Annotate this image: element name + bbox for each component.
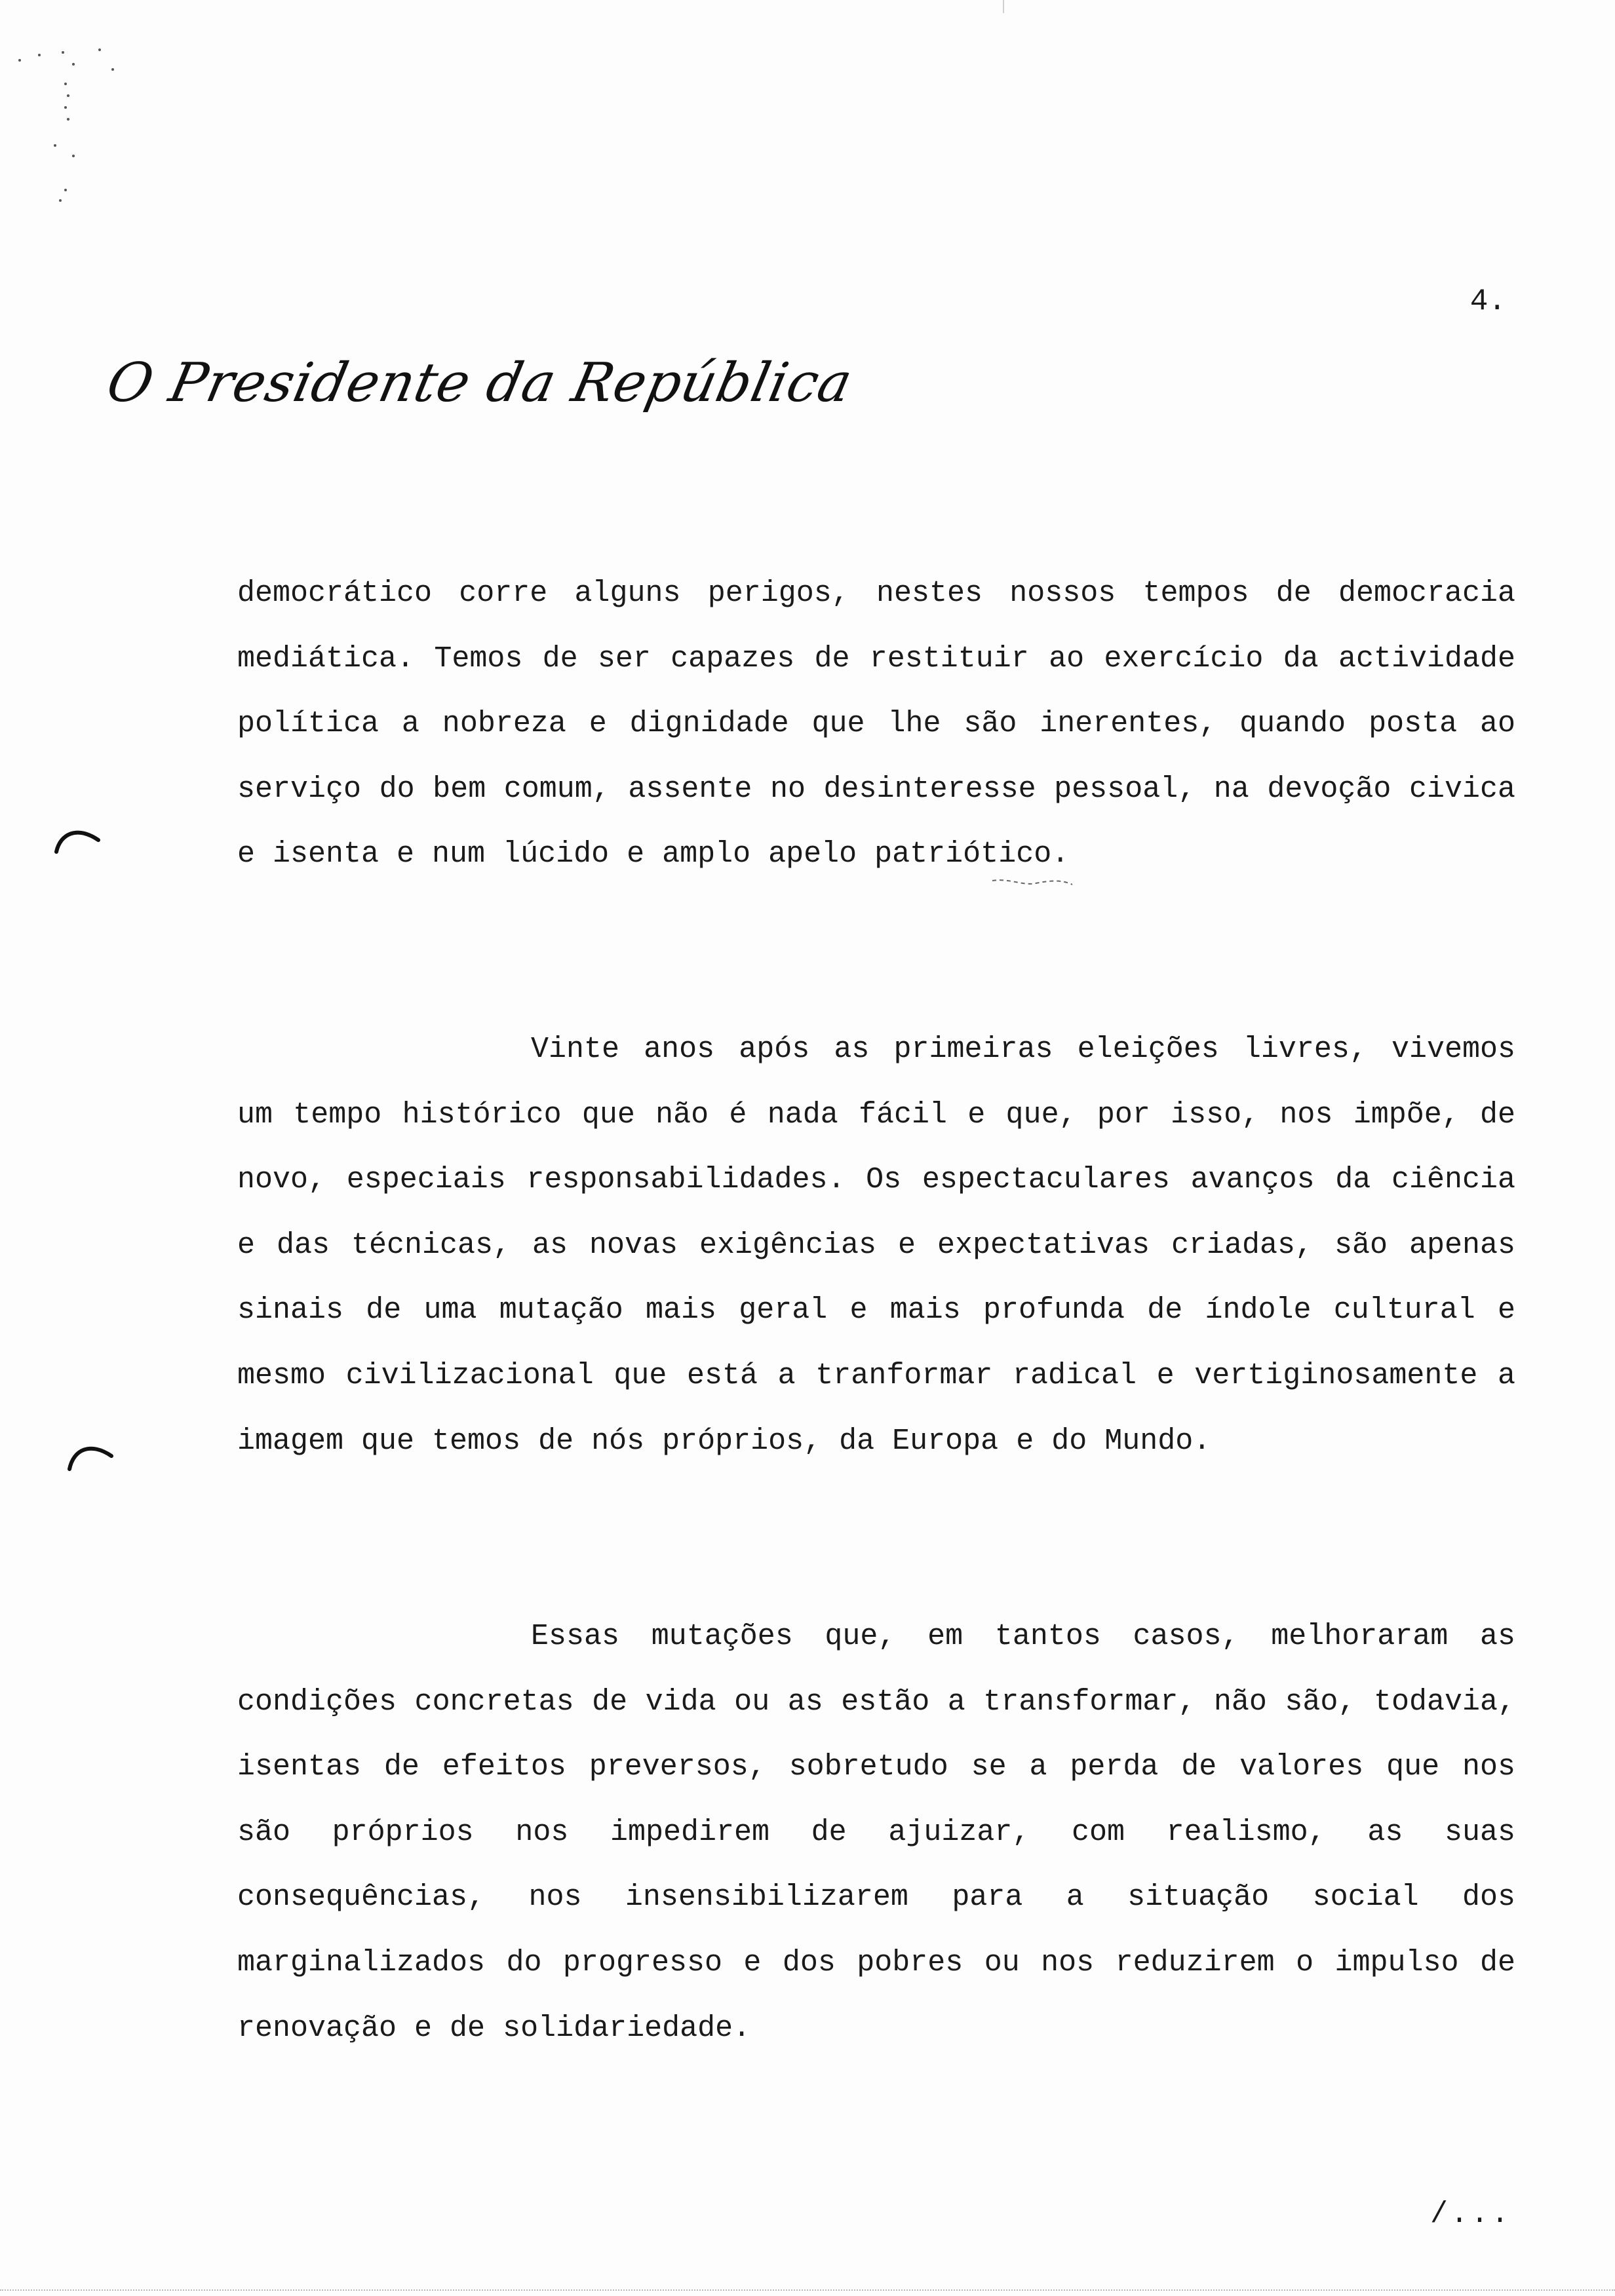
pen-mark [990,871,1075,891]
scan-artifact-tick [1003,0,1004,13]
paragraph-2: Vinte anos após as primeiras eleições livres, vivemos um tempo histórico que não é nada fácil e que, por isso, nos impõe, de novo, especiais responsabilidades. Os espectaculares avanços da ciência e das técnicas, as novas exigências e expectativas criadas, são apenas sinais de uma mutação mais geral e mais profunda de índole cultural e mesmo civilizacional que está a tranformar radical e vertiginosamente a imagem que temos de nós próprios, da Europa e do Mundo. [237,1033,1515,1458]
scan-specks [0,0,170,223]
letterhead-title: O Presidente da República [102,352,858,414]
margin-hole-punch-mark [51,820,104,860]
scan-bottom-edge [0,2289,1615,2293]
page-number: 4. [1469,284,1506,318]
paragraph-1: democrático corre alguns perigos, nestes nossos tempos de democracia mediática. Temos de ser capazes de restituir ao exercício da actividade política a nobreza e dignidade que lhe são inerentes, quando posta ao serviço do bem comum, assente no desinteresse pessoal, na devoção civica e isenta e num lúcido e amplo apelo patriótico. [237,577,1515,871]
continuation-marker: /... [1430,2198,1511,2231]
margin-hole-punch-mark [64,1436,117,1476]
paragraph-3: Essas mutações que, em tantos casos, melhoraram as condições concretas de vida ou as estão a transformar, não são, todavia, isentas de efeitos preversos, sobretudo se a perda de valores que nos são próprios nos impedirem de ajuizar, com realismo, as suas consequências, nos insensibilizarem para a situação social dos marginalizados do progresso e dos pobres ou nos reduzirem o impulso de renovação e de solidariedade. [237,1620,1515,2045]
